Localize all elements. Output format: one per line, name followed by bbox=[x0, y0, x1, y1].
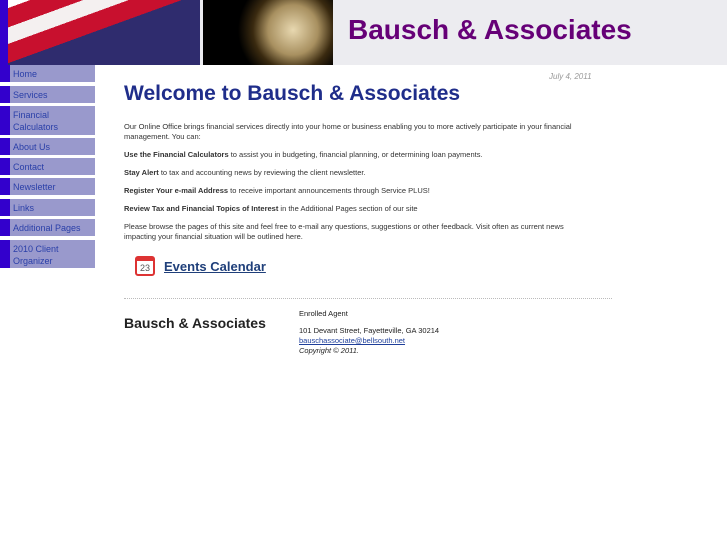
footer-role: Enrolled Agent bbox=[299, 309, 348, 318]
footer-company-name: Bausch & Associates bbox=[124, 315, 266, 331]
nav-home[interactable]: Home bbox=[0, 65, 95, 82]
bullet-item: Review Tax and Financial Topics of Interest in the Additional Pages section of our site bbox=[124, 204, 418, 213]
page-title: Welcome to Bausch & Associates bbox=[124, 82, 461, 105]
fireworks-image bbox=[203, 0, 333, 65]
footer-copyright: Copyright © 2011. bbox=[299, 346, 360, 355]
nav-additional-pages[interactable]: Additional Pages bbox=[0, 219, 95, 236]
intro-text: Our Online Office brings financial services directly into your home or business enabling you to more actively participate in your financial management. You can: bbox=[124, 122, 572, 141]
closing-text: Please browse the pages of this site and feel free to e-mail any questions, suggestions or other feedback. Visit often as current news impacting your financial situation will be outlined here. bbox=[124, 222, 564, 241]
divider bbox=[124, 298, 612, 299]
nav-links[interactable]: Links bbox=[0, 199, 95, 216]
main-content bbox=[124, 122, 586, 250]
date: July 4, 2011 bbox=[549, 72, 592, 81]
bullet-item: Stay Alert to tax and accounting news by reviewing the client newsletter. bbox=[124, 168, 366, 177]
footer-address: 101 Devant Street, Fayetteville, GA 30214 bbox=[299, 326, 440, 335]
header-banner bbox=[0, 0, 727, 65]
nav-client-organizer[interactable]: 2010 Client Organizer bbox=[0, 240, 95, 268]
nav-about-us[interactable]: About Us bbox=[0, 138, 95, 155]
events-calendar-link[interactable]: Events Calendar bbox=[164, 259, 266, 274]
bullet-item: Use the Financial Calculators to assist you in budgeting, financial planning, or determining loan payments. bbox=[124, 150, 483, 159]
nav-newsletter[interactable]: Newsletter bbox=[0, 178, 95, 195]
flag-image bbox=[0, 0, 200, 65]
site-title: Bausch & Associates bbox=[348, 14, 632, 45]
footer-info bbox=[299, 309, 439, 356]
nav-financial-calculators[interactable]: Financial Calculators bbox=[0, 106, 95, 135]
footer-email-link[interactable]: bauschassociate@bellsouth.net bbox=[299, 336, 406, 345]
nav-services[interactable]: Services bbox=[0, 86, 95, 103]
bullet-item: Register Your e-mail Address to receive important announcements through Service PLUS! bbox=[124, 186, 430, 195]
nav-contact[interactable]: Contact bbox=[0, 158, 95, 175]
calendar-icon[interactable]: 23 bbox=[135, 256, 155, 276]
